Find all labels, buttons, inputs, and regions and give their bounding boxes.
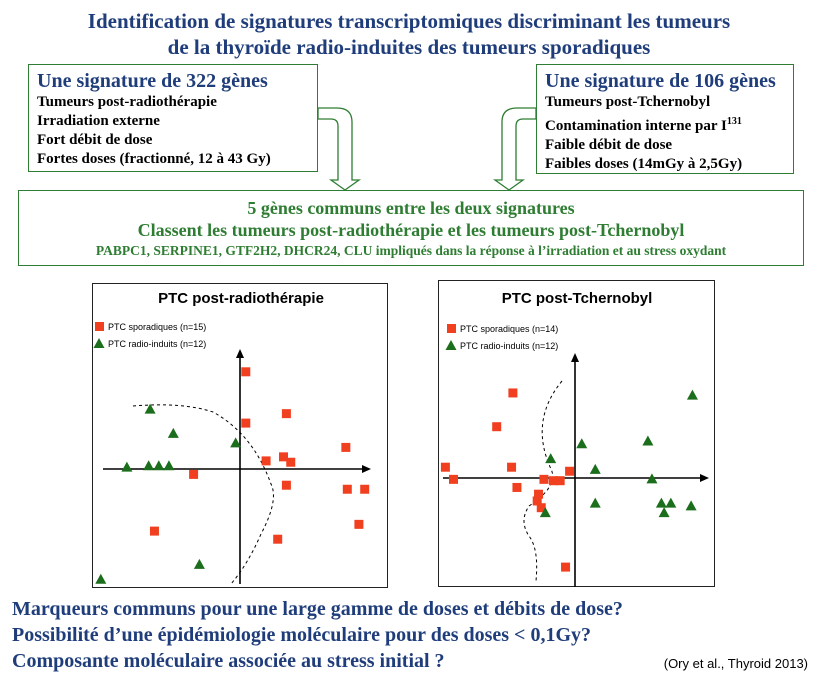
right-signature-box [536,64,794,174]
data-point-square [189,470,198,479]
common-genes-box [18,190,804,266]
scatter-svg-radiotherapy [93,284,389,589]
y-axis-arrow [571,353,579,362]
data-point-square [561,563,570,572]
legend-marker-square [447,324,456,333]
citation: (Ory et al., Thyroid 2013) [663,656,808,671]
data-point-square [556,476,565,485]
data-point-triangle [687,390,698,400]
data-point-triangle [590,464,601,474]
slide-title-line1: Identification de signatures transcriptomiques discriminant les tumeurs [87,9,731,33]
data-point-square [360,485,369,494]
data-point-triangle [163,460,174,470]
legend-label: PTC radio-induits (n=12) [460,341,559,351]
data-point-square [507,463,516,472]
left-signature-line: Tumeurs post-radiothérapie [37,94,217,110]
right-signature-line: Tumeurs post-Tchernobyl [545,94,711,110]
data-point-square [279,452,288,461]
left-signature-heading: Une signature de 322 gènes [37,70,268,92]
data-point-triangle [642,436,653,446]
slide-title-line2: de la thyroïde radio-induites des tumeurs sporadiques [167,35,651,59]
data-point-square [343,485,352,494]
right-signature-line [545,112,785,136]
scatter-plot-radiotherapy [92,283,388,588]
legend-label: PTC radio-induits (n=12) [108,339,207,349]
data-point-triangle [686,500,697,510]
y-axis-arrow [236,349,244,358]
data-point-triangle [194,559,205,569]
data-point-square [262,456,271,465]
chart-title: PTC post-Tchernobyl [501,290,653,307]
data-point-triangle [665,498,676,508]
left-signature-line: Fortes doses (fractionné, 12 à 43 Gy) [37,151,271,167]
data-point-square [492,422,501,431]
bottom-question-1: Marqueurs communs pour une large gamme de doses et débits de dose? [12,598,623,620]
legend-marker-square [95,322,104,331]
legend-label: PTC sporadiques (n=15) [108,322,207,332]
data-point-triangle [590,498,601,508]
data-point-triangle [659,507,670,517]
data-point-square [150,527,159,536]
left-signature-line: Fort débit de dose [37,132,153,148]
data-point-square [565,467,574,476]
data-point-square [441,463,450,472]
data-point-square [282,481,291,490]
common-genes-line2: Classent les tumeurs post-radiothérapie et les tumeurs post-Tchernobyl [137,220,685,240]
chart-title: PTC post-radiothérapie [158,290,324,307]
separating-curve [133,405,273,584]
data-point-triangle [121,462,132,472]
data-point-square [508,388,517,397]
right-signature-line: Faibles doses (14mGy à 2,5Gy) [545,156,743,172]
x-axis-arrow [362,465,371,473]
data-point-square [273,535,282,544]
data-point-triangle [545,453,556,463]
bottom-question-3: Composante moléculaire associée au stress initial ? [12,650,445,672]
isotope-superscript: 131 [726,116,742,127]
data-point-square [241,367,250,376]
data-point-square [282,409,291,418]
data-point-triangle [576,438,587,448]
left-signature-box [28,64,318,172]
data-point-square [449,475,458,484]
data-point-triangle [143,460,154,470]
data-point-square [241,419,250,428]
common-genes-line1: 5 gènes communs entre les deux signatures [247,198,575,218]
legend-marker-triangle [446,340,457,350]
right-signature-heading: Une signature de 106 gènes [545,70,776,92]
right-signature-line: Faible débit de dose [545,137,673,153]
data-point-square [512,483,521,492]
legend-marker-triangle [94,338,105,348]
common-genes-list: PABPC1, SERPINE1, GTF2H2, DHCR24, CLU impliqués dans la réponse à l’irradiation et au stress oxydant [95,243,727,258]
data-point-triangle [153,460,164,470]
scatter-svg-chernobyl [439,281,716,588]
right-signature-contamination: Contamination interne par I [545,118,727,134]
data-point-square [354,520,363,529]
data-point-triangle [656,498,667,508]
bottom-question-2: Possibilité d’une épidémiologie moléculaire pour des doses < 0,1Gy? [12,624,592,646]
data-point-triangle [95,574,106,584]
x-axis-arrow [700,474,709,482]
data-point-square [539,475,548,484]
scatter-plot-chernobyl [438,280,715,587]
left-signature-line: Irradiation externe [37,113,160,129]
data-point-square [341,443,350,452]
legend-label: PTC sporadiques (n=14) [460,324,559,334]
data-point-triangle [168,428,179,438]
